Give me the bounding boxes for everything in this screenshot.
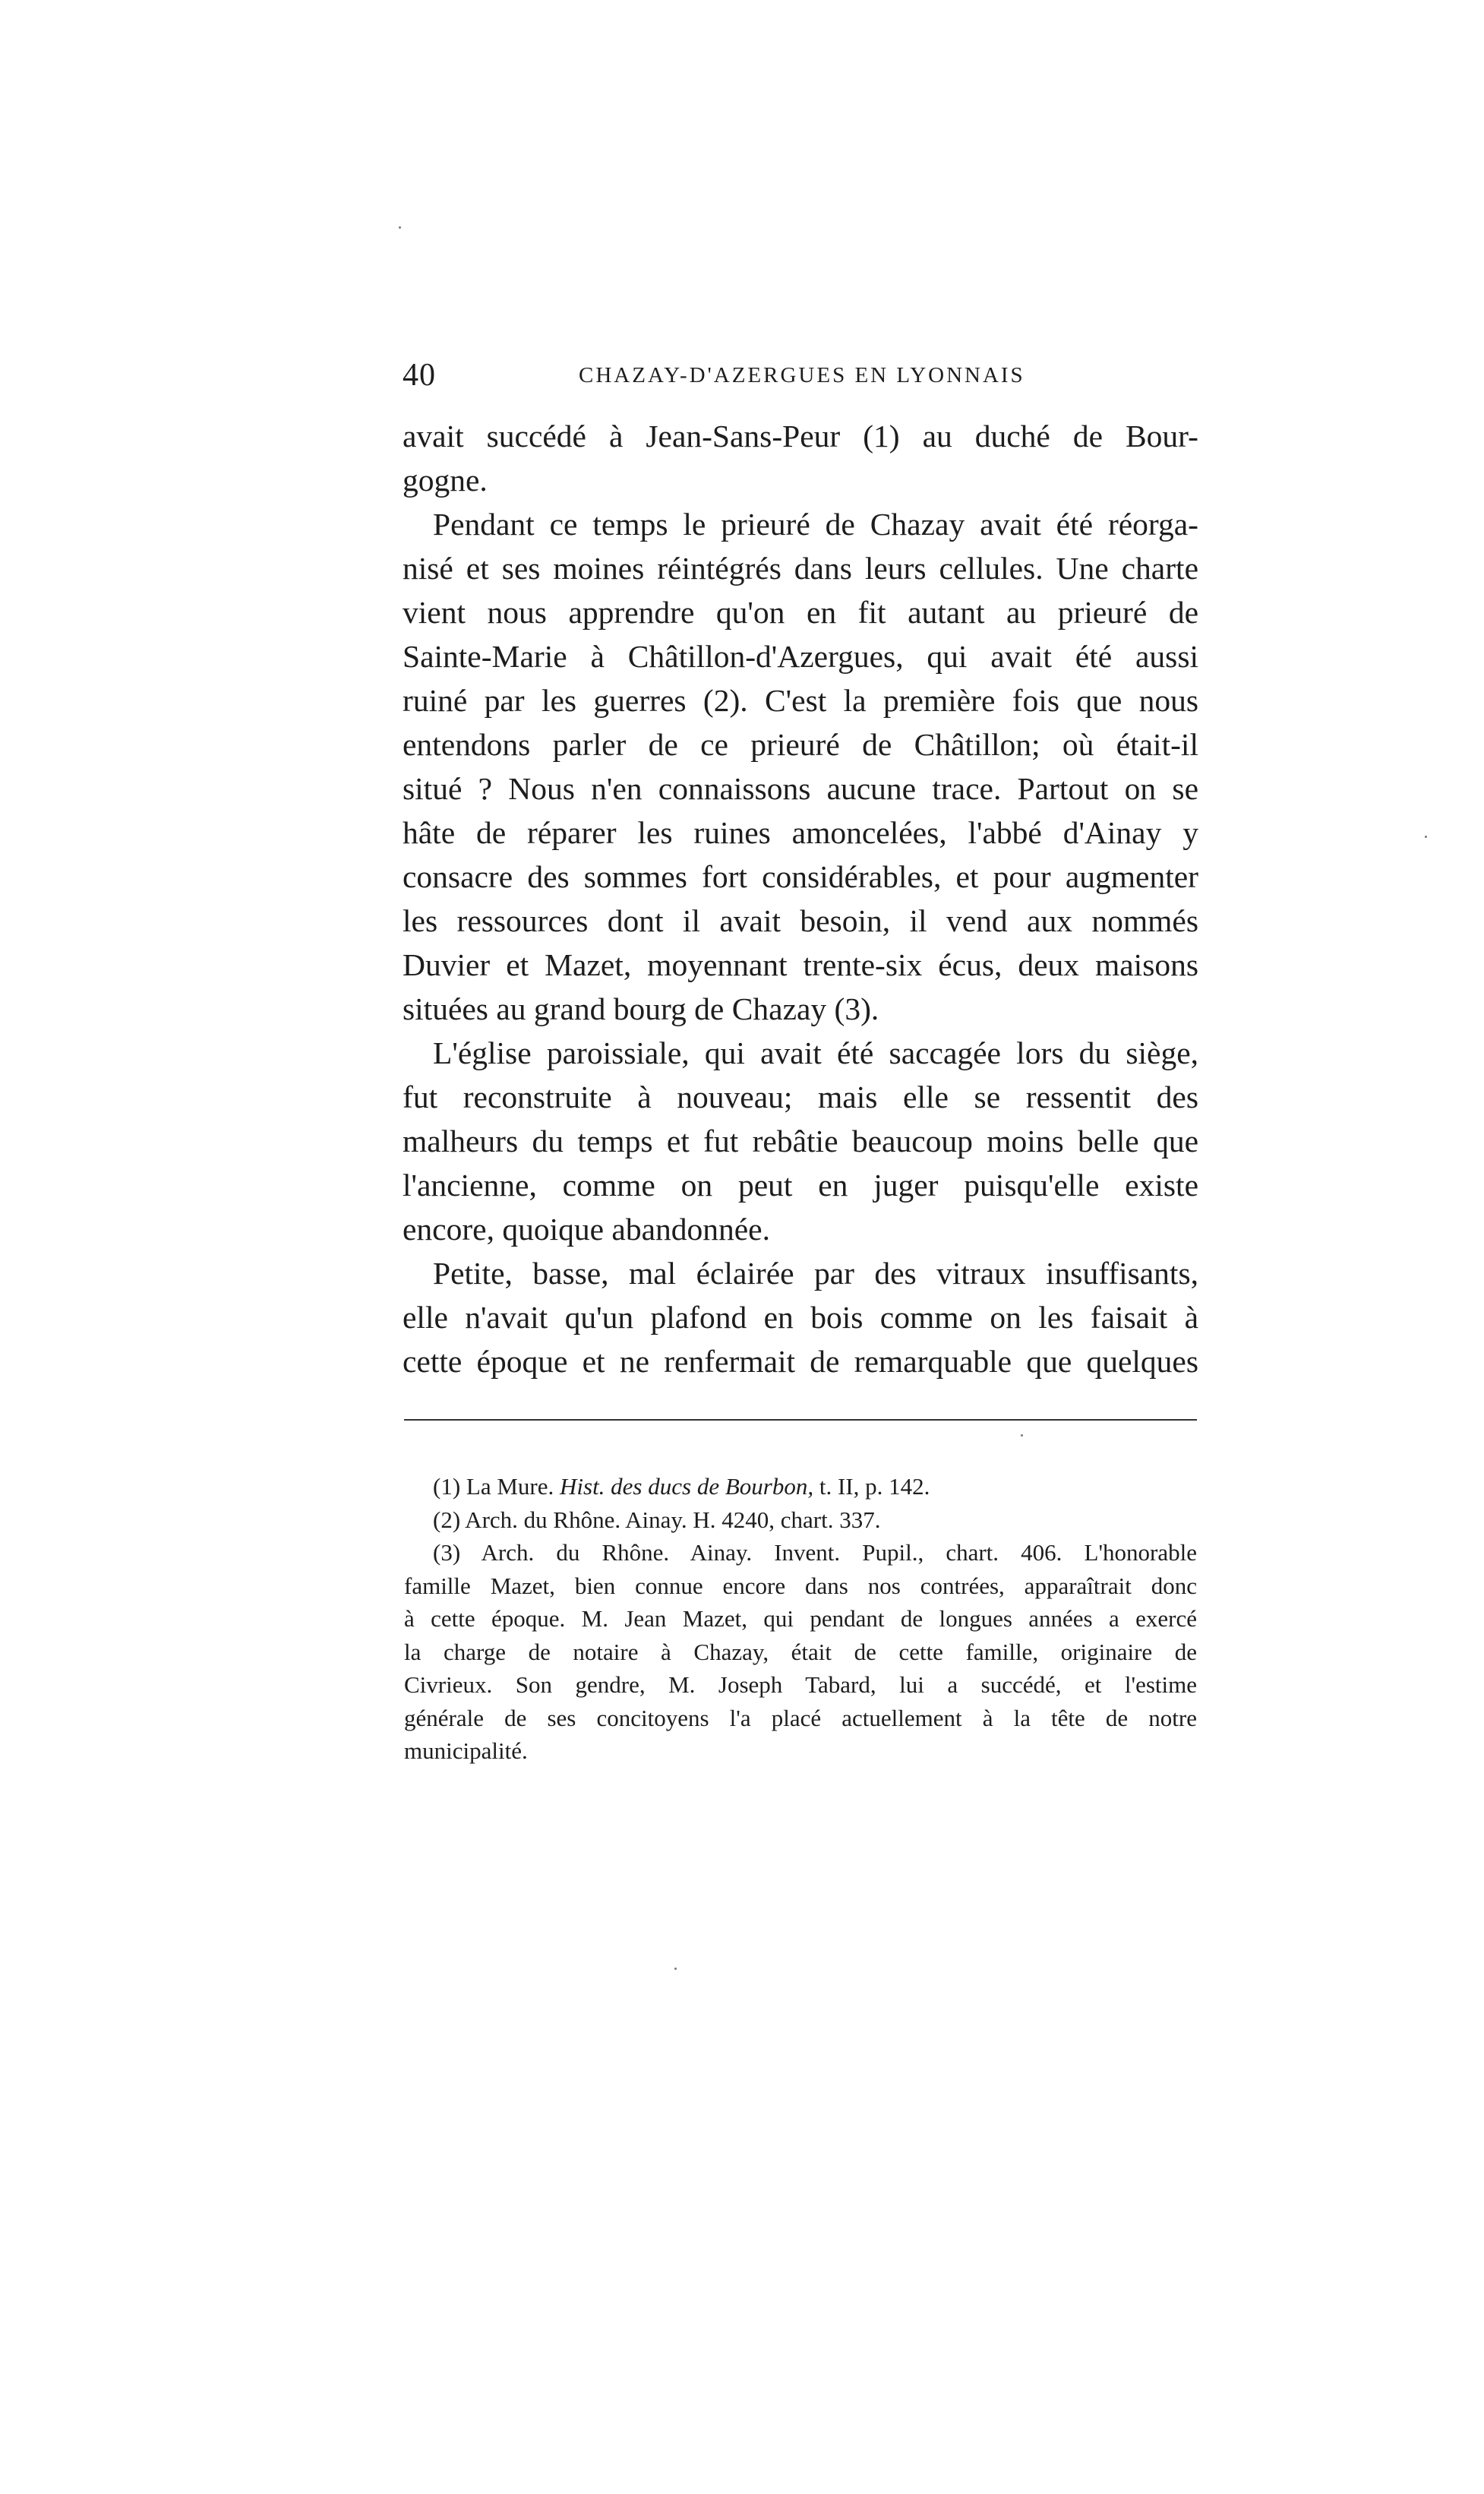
footnote-separator [404, 1419, 1197, 1421]
text-line: nisé et ses moines réintégrés dans leurs cellules. Une charte [403, 551, 1198, 586]
text-line: Sainte-Marie à Châtillon-d'Azergues, qui avait été aussi [403, 639, 1198, 674]
scan-speck [674, 1968, 677, 1970]
text-line: cette époque et ne renfermait de remarquable que quelques [403, 1344, 1198, 1379]
text-line: L'église paroissiale, qui avait été saccagée lors du siège, [433, 1035, 1198, 1070]
footnote-3-line: (3) Arch. du Rhône. Ainay. Invent. Pupil., chart. 406. L'honorable [433, 1539, 1197, 1566]
footnote-3-line: municipalité. [404, 1737, 528, 1764]
text-line: elle n'avait qu'un plafond en bois comme on les faisait à [403, 1300, 1198, 1335]
text-line: entendons parler de ce prieuré de Châtillon; où était-il [403, 727, 1198, 762]
text-line: les ressources dont il avait besoin, il vend aux nommés [403, 903, 1198, 938]
text-line: ruiné par les guerres (2). C'est la première fois que nous [403, 683, 1198, 718]
text-line: malheurs du temps et fut rebâtie beaucoup moins belle que [403, 1124, 1198, 1158]
footnote-3-line: famille Mazet, bien connue encore dans nos contrées, apparaîtrait donc [404, 1572, 1197, 1599]
text-line: vient nous apprendre qu'on en fit autant au prieuré de [403, 595, 1198, 630]
footnote-1 [404, 1470, 1197, 1503]
scan-speck [1021, 1434, 1023, 1437]
text-line: Duvier et Mazet, moyennant trente-six écus, deux maisons [403, 947, 1198, 982]
text-line: consacre des sommes fort considérables, et pour augmenter [403, 859, 1198, 894]
footnote-2: (2) Arch. du Rhône. Ainay. H. 4240, chart. 337. [433, 1506, 881, 1533]
text-line: encore, quoique abandonnée. [403, 1212, 770, 1247]
text-line: gogne. [403, 463, 488, 498]
text-line: Petite, basse, mal éclairée par des vitraux insuffisants, [433, 1256, 1198, 1291]
footnote-3-line: la charge de notaire à Chazay, était de cette famille, originaire de [404, 1638, 1197, 1665]
footnote-3-line: générale de ses concitoyens l'a placé actuellement à la tête de notre [404, 1704, 1197, 1731]
footnote-3-line: Civrieux. Son gendre, M. Joseph Tabard, lui a succédé, et l'estime [404, 1671, 1197, 1698]
footnote-1-title: Hist. des ducs de Bourbon, [560, 1473, 814, 1500]
text-line: Pendant ce temps le prieuré de Chazay avait été réorga- [433, 507, 1198, 542]
body-text [403, 414, 1198, 1383]
scan-speck [1425, 836, 1427, 838]
text-line: fut reconstruite à nouveau; mais elle se ressentit des [403, 1079, 1198, 1114]
text-line: avait succédé à Jean-Sans-Peur (1) au duché de Bour- [403, 419, 1198, 454]
footnote-1-suffix: t. II, p. 142. [813, 1473, 930, 1500]
text-line: situées au grand bourg de Chazay (3). [403, 991, 879, 1026]
page-number: 40 [403, 358, 436, 393]
footnote-3-line: à cette époque. M. Jean Mazet, qui pendant de longues années a exercé [404, 1605, 1197, 1632]
running-title: CHAZAY-D'AZERGUES EN LYONNAIS [579, 363, 1025, 387]
footnote-1-prefix: (1) La Mure. [433, 1473, 560, 1500]
text-line: situé ? Nous n'en connaissons aucune trace. Partout on se [403, 771, 1198, 806]
text-line: hâte de réparer les ruines amoncelées, l'abbé d'Ainay y [403, 815, 1198, 850]
page-header [403, 357, 1198, 403]
footnotes [404, 1470, 1197, 1768]
scan-speck [399, 226, 401, 229]
text-line: l'ancienne, comme on peut en juger puisqu'elle existe [403, 1168, 1198, 1203]
